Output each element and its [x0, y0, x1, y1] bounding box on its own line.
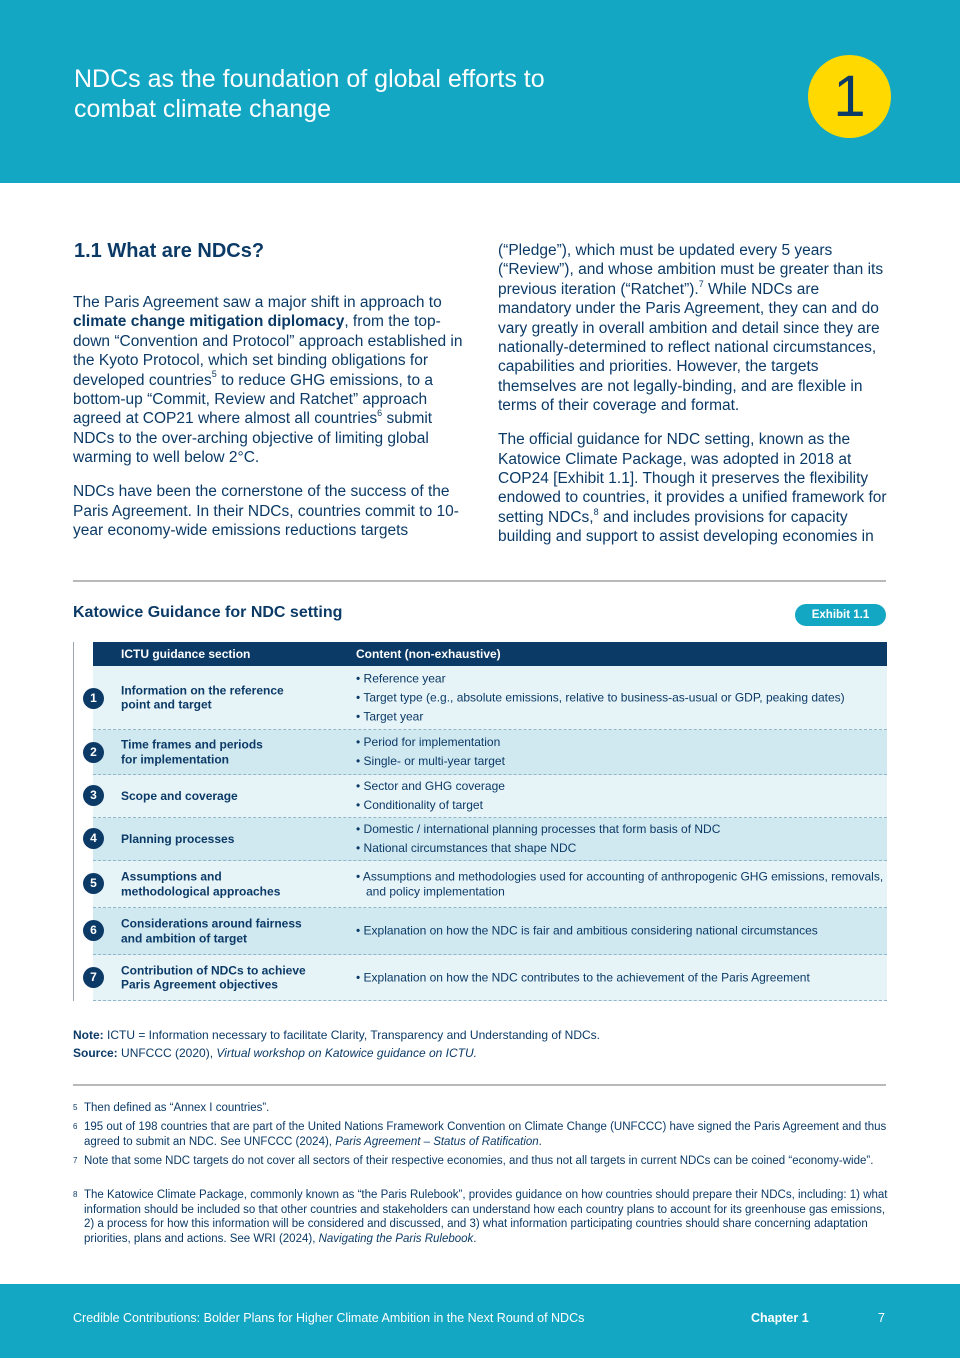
cited-title: Paris Agreement – Status of Ratification [335, 1135, 539, 1148]
row-section-label: Contribution of NDCs to achieve Paris Agreement objectives [121, 963, 306, 992]
footer-report-title: Credible Contributions: Bolder Plans for Higher Climate Ambition in the Next Round of NDCs [73, 1311, 585, 1325]
row-content [356, 777, 884, 815]
footnote-ref-7[interactable]: 7 [698, 278, 704, 289]
footnote-number: 7 [73, 1156, 78, 1165]
chapter-title: NDCs as the foundation of global efforts to combat climate change [74, 65, 545, 123]
footnote-ref-5[interactable]: 5 [211, 369, 217, 380]
text-run: , from the top-down “Convention and Protocol” approach established in the Kyoto Protocol, which set binding obligations for developed countries [73, 313, 463, 389]
text-run: and includes provisions for capacity building and support to assist developing economies in [498, 508, 874, 546]
row-number-badge: 7 [83, 967, 104, 988]
table-row [93, 955, 887, 1001]
section-heading: 1.1 What are NDCs? [74, 240, 265, 262]
footnote-ref-8[interactable]: 8 [593, 506, 599, 517]
cited-title: Navigating the Paris Rulebook [318, 1232, 474, 1245]
footnote-text: Then defined as “Annex I countries”. [84, 1102, 270, 1114]
source-label: Source: [73, 1046, 118, 1060]
content-item: • National circumstances that shape NDC [356, 841, 577, 855]
footnote-text [73, 1120, 888, 1149]
column-header-section: ICTU guidance section [121, 647, 251, 661]
text-run: to reduce GHG emissions, to a bottom-up “Commit, Review and Ratchet” approach agreed at COP21 where almost all countries [73, 371, 433, 428]
row-number-badge: 5 [83, 873, 104, 894]
left-paragraph-2: NDCs have been the cornerstone of the success of the Paris Agreement. In their NDCs, countries commit to 10-year economy-wide emissions reductions targets [73, 483, 459, 540]
row-content [356, 669, 884, 726]
footnote-number: 5 [73, 1103, 78, 1112]
text-run: The Katowice Climate Package, commonly known as “the Paris Rulebook”, provides guidance on how countries should prepare their NDCs, including: 1) what information should be included so that other countries and stakeholders can understand how each country plans to account for its greenhouse gas emissions, 2) a process for how this information will be considered and discussed, and 3) what information participating countries should share concerning adaptation priorities, plans and actions. See WRI (2024), [84, 1189, 888, 1245]
content-item: • Period for implementation [356, 735, 501, 749]
page-number: 7 [878, 1311, 885, 1325]
row-content [356, 820, 884, 858]
text-run: . [473, 1232, 477, 1245]
content-item: • Target type (e.g., absolute emissions, relative to business-as-usual or GDP, peaking dates) [356, 690, 845, 704]
row-number-badge: 6 [83, 920, 104, 941]
footnote-7 [73, 1154, 888, 1169]
bold-term: climate change mitigation diplomacy [73, 313, 345, 331]
footer-chapter: Chapter 1 [751, 1311, 809, 1325]
exhibit-note [73, 1027, 600, 1044]
content-item: • Assumptions and methodologies used for accounting of anthropogenic GHG emissions, removals, and policy implementation [356, 869, 884, 898]
row-content [356, 922, 884, 941]
text-run: While NDCs are mandatory under the Paris Agreement, they can and do vary greatly in overall ambition and detail since they are nationally-determined to reflect national circumstances, capabilities and priorities. However, the targets themselves are not legally-binding, and are flexible in terms of their coverage and format. [498, 280, 880, 415]
note-text: ICTU = Information necessary to facilitate Clarity, Transparency and Understanding of NDCs. [103, 1028, 600, 1042]
content-item: • Reference year [356, 671, 446, 685]
footnote-6 [73, 1120, 888, 1149]
text-run: . [538, 1135, 542, 1148]
row-content [356, 733, 884, 771]
chapter-number-badge: 1 [808, 55, 891, 138]
footnote-text: Note that some NDC targets do not cover all sectors of their respective economies, and thus not all targets in current NDCs can be coined “economy-wide”. [84, 1155, 874, 1167]
content-item: • Explanation on how the NDC contributes to the achievement of the Paris Agreement [356, 970, 810, 984]
content-item: • Explanation on how the NDC is fair and ambitious considering national circumstances [356, 923, 818, 938]
content-item: • Target year [356, 709, 424, 723]
content-item: • Conditionality of target [356, 798, 483, 812]
text-run: 195 out of 198 countries that are part of the United Nations Framework Convention on Climate Change (UNFCCC) have signed the Paris Agreement and thus agreed to submit an NDC. See UNFCCC (2024), [84, 1121, 887, 1148]
footnote-divider [73, 1084, 886, 1086]
exhibit-source [73, 1045, 477, 1062]
text-run: The Paris Agreement saw a major shift in approach to [73, 294, 442, 311]
footnote-ref-6[interactable]: 6 [377, 408, 383, 419]
footnote-number: 8 [73, 1190, 78, 1199]
divider [73, 580, 886, 582]
body-right-column [498, 241, 890, 561]
text-run: submit NDCs to the over-arching objective of limiting global warming to well below 2°C. [73, 410, 433, 467]
row-section-label: Time frames and periods for implementation [121, 737, 263, 766]
right-paragraph-2 [498, 430, 890, 546]
row-section-label: Assumptions and methodological approaches [121, 869, 281, 898]
exhibit-badge: Exhibit 1.1 [795, 604, 886, 626]
table-header [93, 642, 887, 666]
page-footer [0, 1284, 960, 1358]
source-title: Virtual workshop on Katowice guidance on ICTU. [216, 1046, 477, 1060]
left-paragraph-1 [73, 293, 465, 468]
row-number-badge: 2 [83, 742, 104, 763]
footnote-number: 6 [73, 1122, 78, 1131]
content-item: • Single- or multi-year target [356, 754, 505, 768]
source-text: UNFCCC (2020), [117, 1046, 217, 1060]
row-content [356, 968, 884, 987]
footnote-text [73, 1188, 888, 1246]
chapter-header-band [0, 0, 960, 183]
row-number-badge: 4 [83, 828, 104, 849]
guidance-table [73, 642, 886, 1001]
text-run: (“Pledge”), which must be updated every 5 years (“Review”), and whose ambition must be greater than its previous iteration (“Ratchet”). [498, 242, 884, 298]
note-label: Note: [73, 1028, 104, 1042]
text-run: The official guidance for NDC setting, known as the Katowice Climate Package, was adopted in 2018 at COP24 [Exhibit 1.1]. Though it preserves the flexibility endowed to countries, it provides a unified framework for setting NDCs, [498, 431, 887, 526]
footnote-8 [73, 1188, 888, 1246]
row-content [356, 870, 884, 899]
table-row [93, 666, 887, 730]
table-row [93, 908, 887, 955]
row-section-label: Scope and coverage [121, 788, 238, 803]
table-row [93, 818, 887, 861]
row-section-label: Information on the reference point and target [121, 683, 284, 712]
right-paragraph-1 [498, 241, 890, 416]
row-section-label: Considerations around fairness and ambition of target [121, 916, 302, 945]
row-section-label: Planning processes [121, 831, 235, 846]
body-left-column [73, 293, 465, 555]
row-number-badge: 1 [83, 688, 104, 709]
content-item: • Domestic / international planning processes that form basis of NDC [356, 822, 721, 836]
row-number-badge: 3 [83, 785, 104, 806]
footnote-5 [73, 1101, 888, 1116]
table-row [93, 730, 887, 775]
table-row [93, 861, 887, 908]
content-item: • Sector and GHG coverage [356, 779, 505, 793]
exhibit-title: Katowice Guidance for NDC setting [73, 604, 343, 621]
column-header-content: Content (non-exhaustive) [356, 647, 501, 661]
table-row [93, 775, 887, 818]
